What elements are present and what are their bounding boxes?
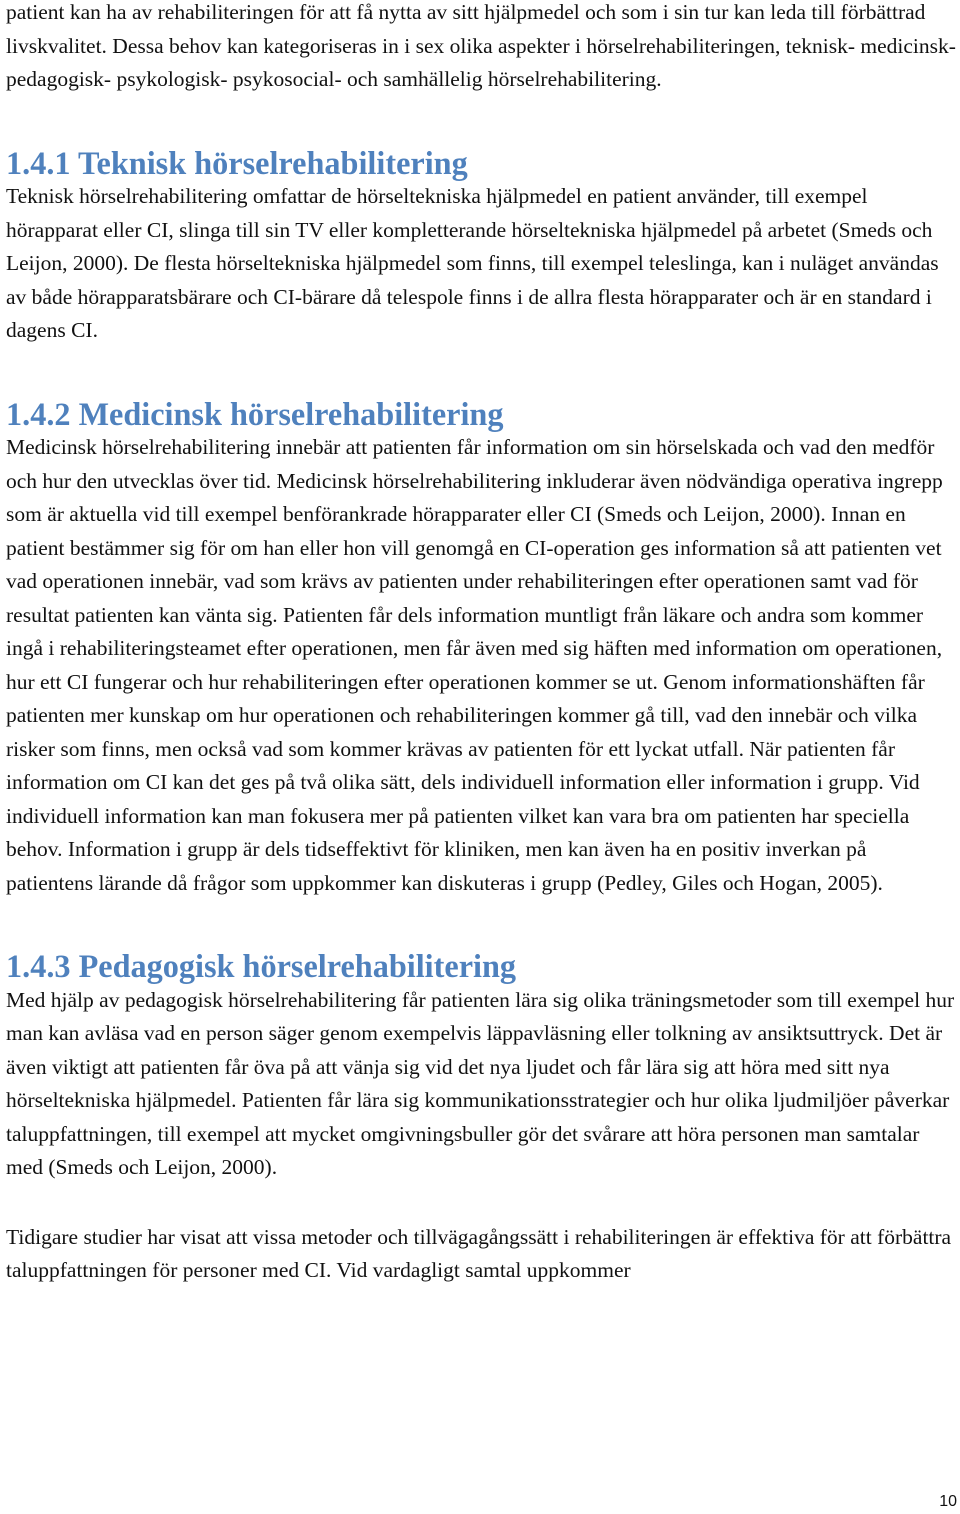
section-body-teknisk: Teknisk hörselrehabilitering omfattar de hörseltekniska hjälpmedel en patient använder, till exempel hörapparat eller CI, slinga till sin TV eller kompletterande hörseltekniska hjälpmedel på arbetet (Smeds och Leijon, 2000). De flesta hörseltekniska hjälpmedel som finns, till exempel teleslinga, kan i nuläget användas av både hörapparatsbärare och CI-bärare då telespole finns i de allra flesta hörapparater och är en standard i dagens CI. — [6, 184, 939, 342]
document-page — [6, 0, 958, 1288]
section-body-medicinsk: Medicinsk hörselrehabilitering innebär att patienten får information om sin hörselskada och vad den medför och hur den utvecklas över tid. Medicinsk hörselrehabilitering inkluderar även nödvändiga operativa ingrepp som är aktuella vid till exempel benförankrade hörapparater eller CI (Smeds och Leijon, 2000). Innan en patient bestämmer sig för om han eller hon vill genomgå en CI-operation ges information så att patienten vet vad operationen innebär, vad som krävs av patienten under rehabiliteringen efter operationen samt vad för resultat patienten kan vänta sig. Patienten får dels information muntligt från läkare och andra som kommer ingå i rehabiliteringsteamet efter operationen, men får även med sig häften med information om operationen, hur ett CI fungerar och hur rehabiliteringen efter operationen kommer se ut. Genom informationshäften får patienten mer kunskap om hur operationen och rehabiliteringen kommer gå till, vad den innebär och vilka risker som finns, men också vad som kommer krävas av patienten för ett lyckat utfall. När patienten får information om CI kan det ges på två olika sätt, dels individuell information eller information i grupp. Vid individuell information kan man fokusera mer på patienten vilket kan vara bra om patienten har speciella behov. Information i grupp är dels tidseffektivt för kliniken, men kan även ha en positiv inverkan på patientens lärande då frågor som uppkommer kan diskuteras i grupp (Pedley, Giles och Hogan, 2005). — [6, 435, 943, 895]
section-body-pedagogisk: Med hjälp av pedagogisk hörselrehabilitering får patienten lära sig olika träningsmetoder som till exempel hur man kan avläsa vad en person säger genom exempelvis läppavläsning eller tolkning av ansiktsuttryck. Det är även viktigt att patienten får öva på att vänja sig vid det nya ljudet och får lära sig att höra med sitt nya hörseltekniska hjälpmedel. Patienten får lära sig kommunikationsstrategier och hur olika ljudmiljöer påverkar taluppfattningen, till exempel att mycket omgivningsbuller gör det svårare att höra personen man samtalar med (Smeds och Leijon, 2000). — [6, 987, 955, 1179]
spacer — [6, 348, 958, 398]
page-number: 10 — [939, 1493, 957, 1510]
spacer — [6, 97, 958, 147]
section-heading-medicinsk: 1.4.2 Medicinsk hörselrehabilitering — [6, 395, 504, 432]
closing-paragraph: Tidigare studier har visat att vissa metoder och tillvägagångssätt i rehabiliteringen är effektiva för att förbättra taluppfattningen för personer med CI. Vid vardagligt samtal uppkommer — [6, 1224, 952, 1282]
section-heading-teknisk: 1.4.1 Teknisk hörselrehabilitering — [6, 144, 468, 181]
intro-paragraph: patient kan ha av rehabiliteringen för att få nytta av sitt hjälpmedel och som i sin tur kan leda till förbättrad livskvalitet. Dessa behov kan kategoriseras in i sex olika aspekter i hörselrehabiliteringen, teknisk- medicinsk- pedagogisk- psykologisk- psykosocial- och samhällelig hörselrehabilitering. — [6, 0, 956, 91]
section-heading-pedagogisk: 1.4.3 Pedagogisk hörselrehabilitering — [6, 948, 517, 984]
spacer — [6, 1185, 958, 1221]
spacer — [6, 900, 958, 950]
